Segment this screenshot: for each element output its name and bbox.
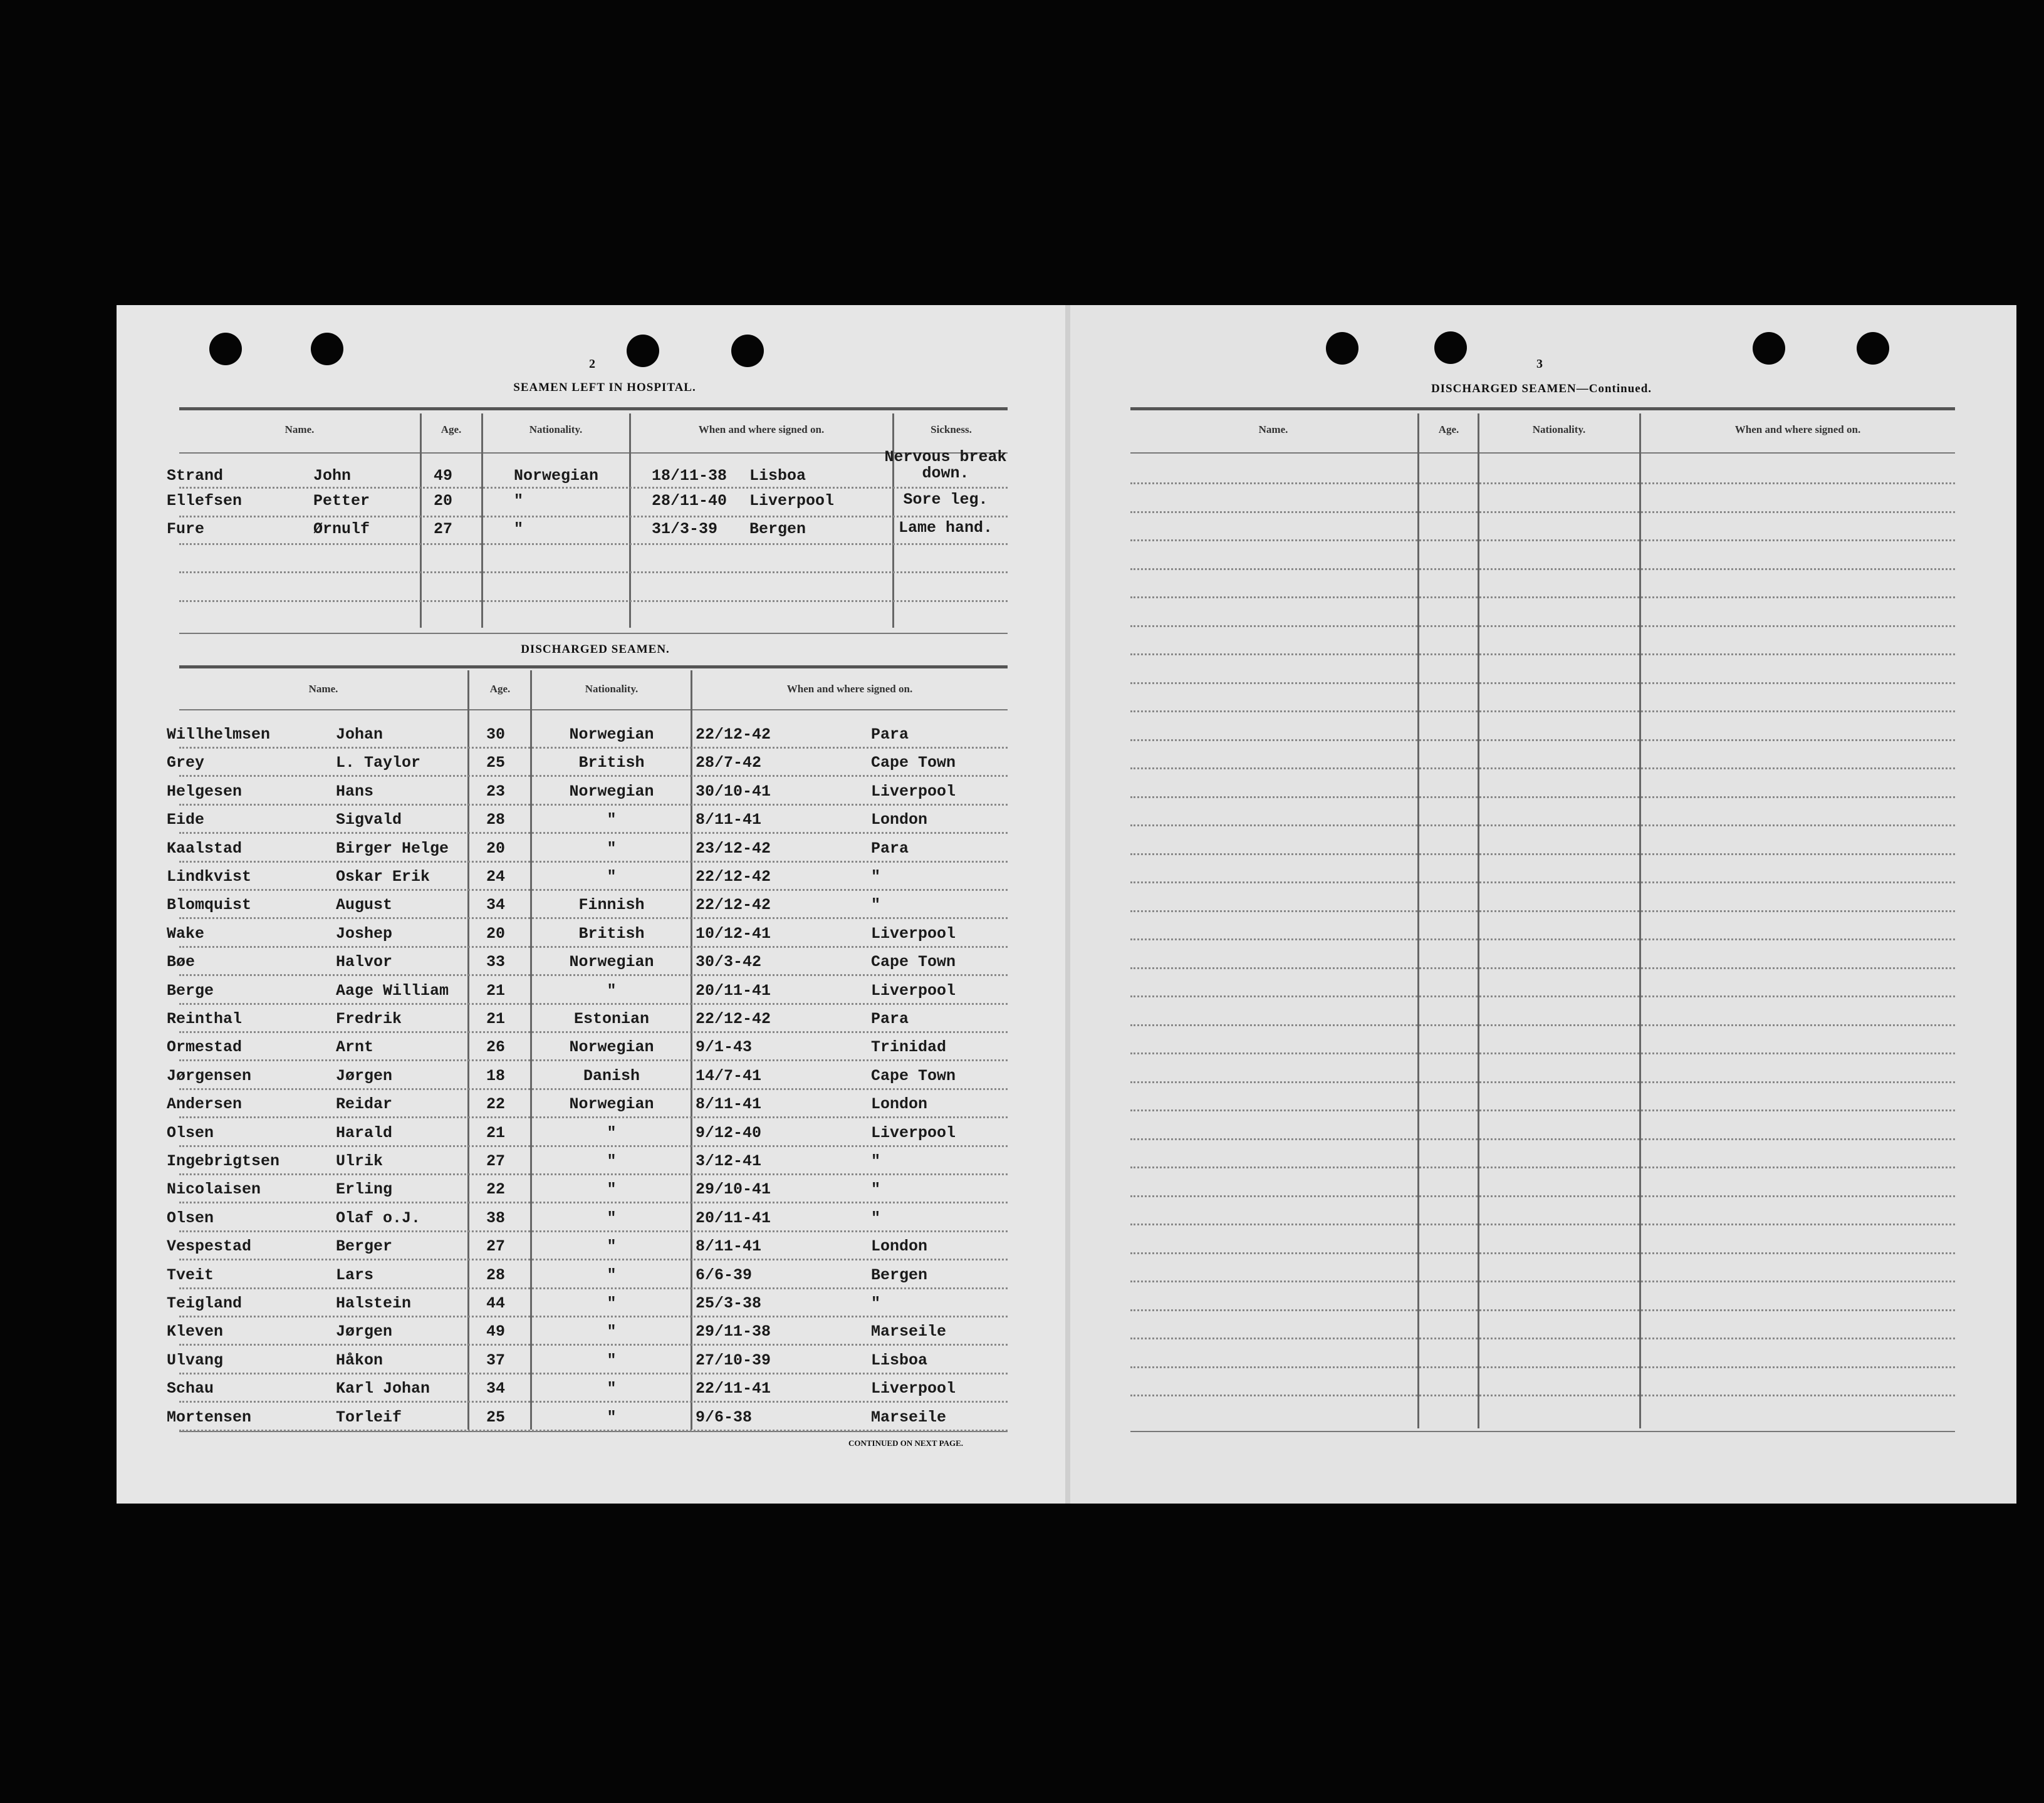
discharged-surname: Kleven <box>167 1322 224 1341</box>
discharged-date: 6/6-39 <box>696 1266 753 1284</box>
discharged-place: Cape Town <box>871 1067 956 1085</box>
discharged-nationality: " <box>607 1408 617 1426</box>
dotted-row-line <box>179 1059 1008 1061</box>
hospital-sickness: Nervous break down. <box>884 448 1007 482</box>
right-top-rule <box>1130 407 1955 410</box>
hospital-section-title: SEAMEN LEFT IN HOSPITAL. <box>513 381 696 394</box>
discharged-surname: Berge <box>167 982 214 1000</box>
discharged-first-name: Ulrik <box>336 1152 383 1170</box>
right-col-divider <box>1478 413 1479 1428</box>
discharged-surname: Andersen <box>167 1095 242 1113</box>
discharged-first-name: Halvor <box>336 953 393 971</box>
discharged-first-name: Olaf o.J. <box>336 1209 421 1227</box>
discharged-place: London <box>871 1095 928 1113</box>
discharged-surname: Ingebrigtsen <box>167 1152 280 1170</box>
discharged-place: " <box>871 1209 881 1227</box>
discharged-surname: Mortensen <box>167 1408 252 1426</box>
discharged-header-nationality: Nationality. <box>585 683 639 695</box>
dotted-row-line <box>179 1145 1008 1147</box>
discharged-date: 8/11-41 <box>696 811 762 829</box>
discharged-surname: Blomquist <box>167 896 252 914</box>
discharged-age: 21 <box>486 1010 506 1028</box>
dotted-row-line <box>1130 853 1955 855</box>
dotted-row-line <box>1130 539 1955 541</box>
discharged-age: 21 <box>486 982 506 1000</box>
discharged-surname: Nicolaisen <box>167 1180 261 1198</box>
punch-hole <box>627 335 659 367</box>
hospital-col-divider <box>629 413 631 628</box>
hospital-header-signed-on: When and where signed on. <box>698 423 825 435</box>
dotted-row-line <box>1130 1309 1955 1311</box>
discharged-nationality: " <box>607 811 617 829</box>
dotted-row-line <box>1130 710 1955 712</box>
discharged-date: 27/10-39 <box>696 1351 771 1369</box>
discharged-date: 9/12-40 <box>696 1124 762 1142</box>
punch-hole <box>209 333 242 365</box>
discharged-first-name: Berger <box>336 1237 393 1255</box>
discharged-first-name: Håkon <box>336 1351 383 1369</box>
dotted-row-line <box>179 1202 1008 1203</box>
discharged-nationality: Norwegian <box>569 953 654 971</box>
discharged-date: 14/7-41 <box>696 1067 762 1085</box>
hospital-bottom-rule <box>179 633 1008 634</box>
discharged-surname: Lindkvist <box>167 868 252 886</box>
discharged-date: 22/12-42 <box>696 1010 771 1028</box>
discharged-date: 29/10-41 <box>696 1180 771 1198</box>
dotted-row-line <box>179 1116 1008 1118</box>
discharged-surname: Schau <box>167 1380 214 1398</box>
dotted-row-line <box>179 1088 1008 1090</box>
hospital-nationality: " <box>514 492 524 510</box>
discharged-surname: Olsen <box>167 1124 214 1142</box>
dotted-row-line <box>1130 1024 1955 1026</box>
discharged-age: 22 <box>486 1180 506 1198</box>
dotted-row-line <box>179 861 1008 863</box>
discharged-first-name: Arnt <box>336 1038 374 1056</box>
discharged-place: Liverpool <box>871 782 956 801</box>
discharged-date: 25/3-38 <box>696 1294 762 1312</box>
hospital-sickness: Sore leg. <box>903 491 988 509</box>
discharged-date: 30/3-42 <box>696 953 762 971</box>
discharged-surname: Reinthal <box>167 1010 242 1028</box>
discharged-first-name: Karl Johan <box>336 1380 430 1398</box>
discharged-place: Marseile <box>871 1322 947 1341</box>
hospital-age: 20 <box>434 492 453 510</box>
discharged-date: 22/12-42 <box>696 896 771 914</box>
discharged-first-name: Halstein <box>336 1294 412 1312</box>
dotted-row-line <box>179 1287 1008 1289</box>
discharged-header-rule <box>179 709 1008 710</box>
hospital-col-divider <box>481 413 483 628</box>
right-col-divider <box>1417 413 1419 1428</box>
discharged-place: Liverpool <box>871 1380 956 1398</box>
discharged-place: Liverpool <box>871 925 956 943</box>
hospital-surname: Ellefsen <box>167 492 242 510</box>
discharged-age: 34 <box>486 1380 506 1398</box>
discharged-surname: Vespestad <box>167 1237 252 1255</box>
discharged-surname: Willhelmsen <box>167 725 271 744</box>
discharged-place: London <box>871 811 928 829</box>
discharged-surname: Grey <box>167 754 205 772</box>
discharged-surname: Olsen <box>167 1209 214 1227</box>
discharged-date: 29/11-38 <box>696 1322 771 1341</box>
discharged-place: Marseile <box>871 1408 947 1426</box>
discharged-date: 20/11-41 <box>696 1209 771 1227</box>
discharged-place: Para <box>871 1010 909 1028</box>
discharged-header-name: Name. <box>308 683 338 695</box>
discharged-surname: Eide <box>167 811 205 829</box>
hospital-first-name: Petter <box>313 492 370 510</box>
discharged-first-name: Jørgen <box>336 1067 393 1085</box>
discharged-nationality: " <box>607 1180 617 1198</box>
discharged-first-name: Jørgen <box>336 1322 393 1341</box>
hospital-nationality: " <box>514 520 524 538</box>
continued-note: CONTINUED ON NEXT PAGE. <box>848 1438 963 1448</box>
continued-section-title: DISCHARGED SEAMEN—Continued. <box>1431 382 1652 395</box>
hospital-first-name: Ørnulf <box>313 520 370 538</box>
hospital-sickness: Lame hand. <box>898 519 993 537</box>
hospital-header-nationality: Nationality. <box>529 423 583 435</box>
dotted-row-line <box>1130 1081 1955 1083</box>
dotted-row-line <box>1130 511 1955 513</box>
discharged-age: 34 <box>486 896 506 914</box>
dotted-row-line <box>1130 1138 1955 1140</box>
right-bottom-rule <box>1130 1431 1955 1432</box>
discharged-nationality: Danish <box>583 1067 640 1085</box>
dotted-row-line <box>1130 739 1955 741</box>
punch-hole <box>311 333 343 365</box>
discharged-nationality: British <box>578 754 645 772</box>
hospital-place: Liverpool <box>749 492 835 510</box>
hospital-age: 27 <box>434 520 453 538</box>
hospital-place: Lisboa <box>749 467 806 485</box>
discharged-age: 27 <box>486 1152 506 1170</box>
discharged-age: 49 <box>486 1322 506 1341</box>
punch-hole <box>1753 332 1785 365</box>
dotted-row-line <box>179 747 1008 749</box>
hospital-nationality: Norwegian <box>514 467 599 485</box>
discharged-age: 27 <box>486 1237 506 1255</box>
dotted-row-line <box>179 804 1008 806</box>
discharged-surname: Jørgensen <box>167 1067 252 1085</box>
discharged-nationality: British <box>578 925 645 943</box>
discharged-nationality: " <box>607 1322 617 1341</box>
punch-hole <box>731 335 764 367</box>
hospital-age: 49 <box>434 467 453 485</box>
discharged-header-age: Age. <box>489 683 511 695</box>
discharged-nationality: Finnish <box>578 896 645 914</box>
dotted-row-line <box>179 775 1008 777</box>
discharged-age: 21 <box>486 1124 506 1142</box>
hospital-first-name: John <box>313 467 352 485</box>
discharged-header-signed-on: When and where signed on. <box>786 683 913 695</box>
discharged-date: 10/12-41 <box>696 925 771 943</box>
punch-hole <box>1857 332 1889 365</box>
discharged-nationality: Norwegian <box>569 725 654 744</box>
discharged-first-name: August <box>336 896 393 914</box>
dotted-row-line <box>179 1173 1008 1175</box>
hospital-header-name: Name. <box>284 423 315 435</box>
discharged-first-name: Fredrik <box>336 1010 402 1028</box>
dotted-row-line <box>1130 682 1955 684</box>
discharged-age: 44 <box>486 1294 506 1312</box>
hospital-col-divider <box>420 413 422 628</box>
hospital-header-sickness: Sickness. <box>931 423 972 435</box>
dotted-row-line <box>1130 910 1955 912</box>
dotted-row-line <box>179 917 1008 919</box>
dotted-row-line <box>1130 967 1955 969</box>
discharged-age: 24 <box>486 868 506 886</box>
dotted-row-line <box>1130 568 1955 570</box>
discharged-surname: Teigland <box>167 1294 242 1312</box>
discharged-first-name: Lars <box>336 1266 374 1284</box>
discharged-nationality: " <box>607 1237 617 1255</box>
dotted-row-line <box>179 1230 1008 1232</box>
discharged-place: Bergen <box>871 1266 928 1284</box>
discharged-place: Trinidad <box>871 1038 947 1056</box>
discharged-nationality: Estonian <box>573 1010 650 1028</box>
discharged-first-name: Reidar <box>336 1095 393 1113</box>
dotted-row-line <box>1130 1052 1955 1054</box>
dotted-row-line <box>1130 653 1955 655</box>
discharged-first-name: Torleif <box>336 1408 402 1426</box>
right-page <box>1068 305 2016 1504</box>
punch-hole <box>1326 332 1358 365</box>
discharged-nationality: Norwegian <box>569 782 654 801</box>
dotted-row-line <box>1130 596 1955 598</box>
discharged-date: 30/10-41 <box>696 782 771 801</box>
discharged-first-name: Sigvald <box>336 811 402 829</box>
discharged-age: 23 <box>486 782 506 801</box>
discharged-nationality: " <box>607 839 617 858</box>
dotted-row-line <box>1130 1195 1955 1197</box>
hospital-date: 28/11-40 <box>652 492 727 510</box>
discharged-nationality: " <box>607 1351 617 1369</box>
discharged-date: 22/11-41 <box>696 1380 771 1398</box>
discharged-place: " <box>871 1152 881 1170</box>
discharged-date: 9/1-43 <box>696 1038 753 1056</box>
hospital-top-rule <box>179 407 1008 410</box>
discharged-nationality: Norwegian <box>569 1038 654 1056</box>
discharged-place: " <box>871 1294 881 1312</box>
dotted-row-line <box>179 1344 1008 1346</box>
discharged-place: Liverpool <box>871 1124 956 1142</box>
dotted-row-line <box>1130 1281 1955 1282</box>
discharged-place: Para <box>871 725 909 744</box>
hospital-surname: Fure <box>167 520 205 538</box>
discharged-age: 18 <box>486 1067 506 1085</box>
dotted-row-line <box>1130 1395 1955 1396</box>
dotted-row-line <box>1130 625 1955 627</box>
right-col-divider <box>1639 413 1641 1428</box>
discharged-nationality: " <box>607 1266 617 1284</box>
discharged-age: 25 <box>486 1408 506 1426</box>
dotted-row-line <box>179 543 1008 545</box>
dotted-row-line <box>1130 995 1955 997</box>
discharged-age: 26 <box>486 1038 506 1056</box>
hospital-date: 31/3-39 <box>652 520 718 538</box>
dotted-row-line <box>179 571 1008 573</box>
dotted-row-line <box>179 487 1008 489</box>
discharged-first-name: Johan <box>336 725 383 744</box>
discharged-first-name: Aage William <box>336 982 449 1000</box>
dotted-row-line <box>1130 824 1955 826</box>
dotted-row-line <box>179 1401 1008 1403</box>
dotted-row-line <box>179 516 1008 517</box>
discharged-place: " <box>871 896 881 914</box>
punch-hole <box>1434 331 1467 364</box>
discharged-age: 20 <box>486 839 506 858</box>
discharged-place: Cape Town <box>871 754 956 772</box>
discharged-place: Liverpool <box>871 982 956 1000</box>
discharged-nationality: " <box>607 1380 617 1398</box>
discharged-age: 22 <box>486 1095 506 1113</box>
discharged-date: 28/7-42 <box>696 754 762 772</box>
dotted-row-line <box>1130 881 1955 883</box>
discharged-age: 38 <box>486 1209 506 1227</box>
dotted-row-line <box>179 1003 1008 1005</box>
dotted-row-line <box>1130 1366 1955 1368</box>
dotted-row-line <box>179 946 1008 948</box>
dotted-row-line <box>179 1430 1008 1431</box>
discharged-first-name: Hans <box>336 782 374 801</box>
discharged-age: 20 <box>486 925 506 943</box>
dotted-row-line <box>1130 796 1955 798</box>
discharged-surname: Bøe <box>167 953 196 971</box>
dotted-row-line <box>1130 1224 1955 1225</box>
right-header-age: Age. <box>1438 423 1459 435</box>
dotted-row-line <box>179 832 1008 834</box>
discharged-date: 20/11-41 <box>696 982 771 1000</box>
hospital-place: Bergen <box>749 520 806 538</box>
discharged-place: Para <box>871 839 909 858</box>
discharged-surname: Ulvang <box>167 1351 224 1369</box>
discharged-nationality: " <box>607 1294 617 1312</box>
right-header-rule <box>1130 452 1955 454</box>
discharged-surname: Tveit <box>167 1266 214 1284</box>
dotted-row-line <box>1130 1338 1955 1339</box>
dotted-row-line <box>179 1031 1008 1033</box>
page-fold <box>1065 305 1070 1504</box>
hospital-header-age: Age. <box>441 423 462 435</box>
dotted-row-line <box>179 1373 1008 1374</box>
discharged-nationality: " <box>607 982 617 1000</box>
discharged-date: 9/6-38 <box>696 1408 753 1426</box>
discharged-date: 22/12-42 <box>696 725 771 744</box>
discharged-first-name: Joshep <box>336 925 393 943</box>
discharged-nationality: " <box>607 1124 617 1142</box>
discharged-age: 37 <box>486 1351 506 1369</box>
discharged-place: London <box>871 1237 928 1255</box>
dotted-row-line <box>1130 1109 1955 1111</box>
discharged-age: 30 <box>486 725 506 744</box>
discharged-section-title: DISCHARGED SEAMEN. <box>521 643 670 656</box>
discharged-age: 33 <box>486 953 506 971</box>
discharged-date: 3/12-41 <box>696 1152 762 1170</box>
discharged-place: " <box>871 868 881 886</box>
discharged-nationality: " <box>607 1209 617 1227</box>
discharged-first-name: Birger Helge <box>336 839 449 858</box>
discharged-surname: Ormestad <box>167 1038 242 1056</box>
discharged-date: 8/11-41 <box>696 1237 762 1255</box>
dotted-row-line <box>179 600 1008 602</box>
discharged-first-name: Erling <box>336 1180 393 1198</box>
dotted-row-line <box>1130 938 1955 940</box>
dotted-row-line <box>179 1316 1008 1317</box>
dotted-row-line <box>1130 1166 1955 1168</box>
page-number-right: 3 <box>1536 357 1543 371</box>
dotted-row-line <box>1130 1252 1955 1254</box>
discharged-nationality: Norwegian <box>569 1095 654 1113</box>
discharged-first-name: Harald <box>336 1124 393 1142</box>
discharged-place: Cape Town <box>871 953 956 971</box>
discharged-first-name: Oskar Erik <box>336 868 430 886</box>
discharged-surname: Kaalstad <box>167 839 242 858</box>
discharged-surname: Helgesen <box>167 782 242 801</box>
right-header-nationality: Nationality. <box>1532 423 1586 435</box>
discharged-place: " <box>871 1180 881 1198</box>
discharged-age: 28 <box>486 811 506 829</box>
hospital-date: 18/11-38 <box>652 467 727 485</box>
discharged-age: 28 <box>486 1266 506 1284</box>
discharged-place: Lisboa <box>871 1351 928 1369</box>
dotted-row-line <box>179 974 1008 976</box>
discharged-surname: Wake <box>167 925 205 943</box>
discharged-nationality: " <box>607 1152 617 1170</box>
dotted-row-line <box>179 889 1008 891</box>
discharged-date: 8/11-41 <box>696 1095 762 1113</box>
discharged-first-name: L. Taylor <box>336 754 421 772</box>
discharged-date: 22/12-42 <box>696 868 771 886</box>
discharged-date: 23/12-42 <box>696 839 771 858</box>
dotted-row-line <box>179 1259 1008 1260</box>
discharged-top-rule <box>179 665 1008 668</box>
right-header-signed-on: When and where signed on. <box>1734 423 1861 435</box>
right-header-name: Name. <box>1258 423 1288 435</box>
page-number-left: 2 <box>589 357 595 371</box>
dotted-row-line <box>1130 767 1955 769</box>
hospital-surname: Strand <box>167 467 224 485</box>
discharged-age: 25 <box>486 754 506 772</box>
discharged-nationality: " <box>607 868 617 886</box>
dotted-row-line <box>1130 482 1955 484</box>
